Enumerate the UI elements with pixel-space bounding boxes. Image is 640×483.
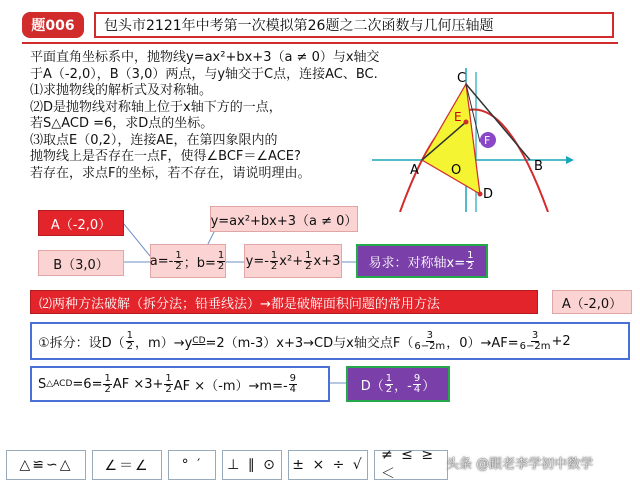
box-coefficients	[150, 244, 226, 278]
problem-number-tag: 题006	[22, 12, 84, 38]
watermark: 头条 @跟老李学初中数学	[446, 457, 594, 472]
problem-line: 若存在，求点F的坐标，若不存在，请说明理由。	[30, 165, 311, 181]
label-a: A	[410, 163, 419, 178]
den: 2	[270, 260, 278, 272]
text: ）	[422, 378, 436, 394]
den: 2	[104, 383, 111, 395]
box-equation: y=ax²+bx+3（a ≠ 0）	[210, 206, 358, 232]
text: y=-	[245, 253, 269, 269]
method-banner: ⑵两种方法破解（拆分法；铅垂线法）→都是破解面积问题的常用方法	[30, 290, 538, 314]
toolbar-compare-symbols[interactable]: ≠ ≤ ≥ ＜	[374, 450, 448, 480]
num: 1	[104, 372, 111, 384]
fraction-half	[126, 331, 134, 352]
text-b: ；b=	[183, 255, 216, 271]
box-symmetry-axis	[356, 244, 488, 278]
text: x+3	[313, 253, 341, 269]
label-f: F	[484, 134, 491, 147]
toolbar-geometry-symbols[interactable]: △≌∽△	[6, 450, 86, 480]
text: ，0）→AF=	[446, 335, 519, 351]
text: =2（m-3）x+3→CD与x轴交点F（	[205, 335, 414, 351]
num: 1	[385, 372, 393, 384]
toolbar-line-symbols[interactable]: ⊥ ∥ ⊙	[222, 450, 282, 480]
num: 1	[217, 249, 225, 261]
toolbar-angle-symbols[interactable]: ∠＝∠	[92, 450, 162, 480]
label-b: B	[534, 159, 543, 174]
fraction-half	[466, 251, 474, 272]
box-point-a: A（-2,0）	[38, 210, 124, 236]
fraction-half	[385, 374, 393, 395]
den: 2	[467, 260, 474, 272]
text: AF ×（-m）→m=-	[173, 378, 288, 394]
text: 易求：对称轴x=	[368, 255, 466, 271]
area-equation-row	[30, 366, 330, 402]
problem-line: ⑴求抛物线的解析式及对称轴。	[30, 83, 213, 98]
label-c: C	[457, 71, 467, 86]
num: 1	[467, 249, 474, 261]
box-parabola-formula	[244, 244, 342, 278]
text: =6=	[72, 376, 103, 392]
fraction-half	[270, 251, 278, 272]
fraction-9-4	[413, 374, 421, 395]
num: 9	[289, 372, 297, 384]
den: 2	[126, 340, 134, 352]
connector-a	[124, 224, 150, 256]
fraction-half	[103, 374, 111, 395]
text: +2	[551, 333, 571, 349]
label-d: D	[483, 187, 494, 202]
label-e: E	[454, 110, 462, 124]
num: 3	[531, 329, 539, 341]
toolbar-operator-symbols[interactable]: ± × ÷ √	[288, 450, 368, 480]
box-point-a-repeat: A（-2,0）	[552, 290, 632, 314]
toolbar-degree-symbols[interactable]: ° ′	[168, 450, 216, 480]
den: 6−2m	[414, 340, 446, 352]
den: 2	[165, 383, 172, 395]
den: 2	[175, 260, 182, 272]
label-o: O	[451, 163, 462, 178]
problem-line: 于A（-2,0），B（3,0）两点，与y轴交于C点，连接AC、BC.	[30, 66, 378, 82]
fraction-half	[217, 251, 225, 272]
split-method-row	[30, 322, 630, 360]
problem-line: 抛物线上是否存在一点F，使得∠BCF＝∠ACE?	[30, 149, 301, 164]
fraction-half	[164, 374, 172, 395]
subscript: CD	[192, 336, 206, 346]
page-title: 包头市2121年中考第一次模拟第26题之二次函数与几何压轴题	[94, 12, 614, 38]
problem-line: ⑶取点E（0,2），连接AE，在第四象限内的	[30, 132, 278, 148]
num: 3	[426, 329, 433, 341]
text: ，m）→y	[135, 335, 193, 351]
text: D（	[360, 378, 384, 394]
den: 2	[305, 260, 312, 272]
num: 1	[175, 249, 182, 261]
den: 2	[217, 260, 225, 272]
fraction-9-4	[289, 374, 297, 395]
num: 1	[305, 249, 312, 261]
problem-line: 平面直角坐标系中，抛物线y=ax²+bx+3（a ≠ 0）与x轴交	[30, 50, 380, 65]
den: 4	[289, 383, 297, 395]
num: 9	[413, 372, 421, 384]
subscript: △ACD	[46, 379, 73, 389]
num: 1	[165, 372, 172, 384]
fraction-half	[304, 251, 312, 272]
num: 1	[126, 329, 134, 341]
fraction-3-over	[520, 331, 551, 352]
text-a: a=-	[149, 253, 174, 269]
text: ①拆分：设D（	[38, 335, 125, 351]
box-point-b: B（3,0）	[38, 250, 124, 276]
text: ，-	[394, 378, 412, 394]
text: x²+	[279, 253, 304, 269]
box-point-d-result	[346, 366, 450, 402]
problem-line: ⑵D是抛物线对称轴上位于x轴下方的一点，	[30, 99, 282, 115]
text: AF ×3+	[112, 376, 164, 392]
num: 1	[270, 249, 278, 261]
problem-line: 若S△ACD =6，求D点的坐标。	[30, 116, 214, 131]
den: 4	[413, 383, 421, 395]
den: 2	[385, 383, 393, 395]
text: S	[38, 376, 47, 392]
fraction-3-over	[414, 331, 445, 352]
fraction-half	[174, 251, 182, 272]
den: 6−2m	[519, 340, 551, 352]
